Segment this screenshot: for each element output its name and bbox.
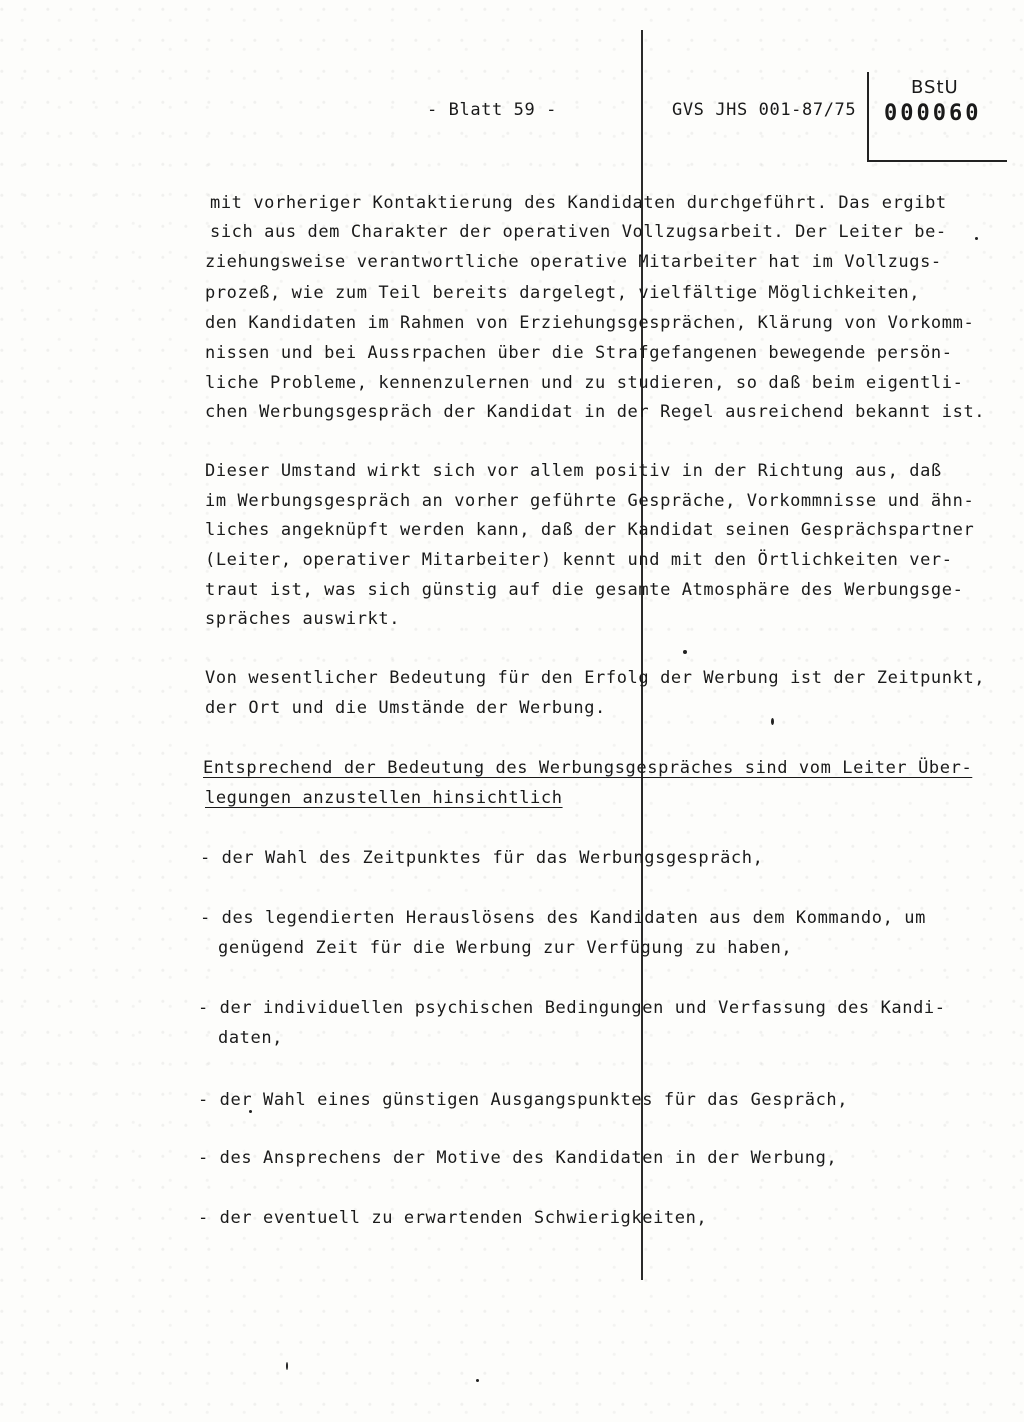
stamp-label: BStU bbox=[911, 77, 959, 98]
text-line: im Werbungsgespräch an vorher geführte Gespräche, Vorkommnisse und ähn- bbox=[205, 491, 975, 511]
list-item: - des legendierten Herauslösens des Kandidaten aus dem Kommando, um bbox=[200, 908, 926, 928]
text-line: liches angeknüpft werden kann, daß der Kandidat seinen Gesprächspartner bbox=[205, 520, 975, 540]
text-line: ziehungsweise verantwortliche operative Mitarbeiter hat im Vollzugs- bbox=[205, 252, 942, 272]
list-item: - der eventuell zu erwartenden Schwierigkeiten, bbox=[198, 1208, 708, 1228]
list-item: - der Wahl des Zeitpunktes für das Werbungsgespräch, bbox=[200, 848, 764, 868]
text-line: den Kandidaten im Rahmen von Erziehungsgesprächen, Klärung von Vorkomm- bbox=[205, 313, 975, 333]
text-line: Dieser Umstand wirkt sich vor allem positiv in der Richtung aus, daß bbox=[205, 461, 942, 481]
text-line: spräches auswirkt. bbox=[205, 609, 401, 629]
list-item-continuation: daten, bbox=[218, 1028, 284, 1048]
scan-speck bbox=[286, 1362, 288, 1370]
text-line: liche Probleme, kennenzulernen und zu studieren, so daß beim eigentli- bbox=[205, 373, 964, 393]
text-line: chen Werbungsgespräch der Kandidat in der Regel ausreichend bekannt ist. bbox=[205, 402, 986, 422]
scan-speck bbox=[975, 237, 978, 240]
scan-speck bbox=[476, 1379, 479, 1382]
scan-speck bbox=[249, 1110, 252, 1113]
list-item: - der individuellen psychischen Bedingungen und Verfassung des Kandi- bbox=[198, 998, 946, 1018]
stamp-number: 000060 bbox=[884, 101, 982, 126]
text-line: sich aus dem Charakter der operativen Vollzugsarbeit. Der Leiter be- bbox=[210, 222, 947, 242]
text-line: prozeß, wie zum Teil bereits dargelegt, vielfältige Möglichkeiten, bbox=[205, 283, 921, 303]
section-heading: legungen anzustellen hinsichtlich bbox=[205, 788, 563, 808]
text-line: traut ist, was sich günstig auf die gesamte Atmosphäre des Werbungsge- bbox=[205, 580, 964, 600]
section-heading: Entsprechend der Bedeutung des Werbungsgespräches sind vom Leiter Über- bbox=[203, 758, 973, 778]
text-line: nissen und bei Aussrpachen über die Strafgefangenen bewegende persön- bbox=[205, 343, 953, 363]
list-item: - des Ansprechens der Motive des Kandidaten in der Werbung, bbox=[198, 1148, 838, 1168]
text-line: mit vorheriger Kontaktierung des Kandidaten durchgeführt. Das ergibt bbox=[210, 193, 947, 213]
text-line: der Ort und die Umstände der Werbung. bbox=[205, 698, 606, 718]
scan-speck bbox=[683, 650, 687, 654]
text-line: Von wesentlicher Bedeutung für den Erfolg der Werbung ist der Zeitpunkt, bbox=[205, 668, 986, 688]
document-reference: GVS JHS 001-87/75 bbox=[672, 100, 857, 120]
list-item-continuation: genügend Zeit für die Werbung zur Verfügung zu haben, bbox=[218, 938, 793, 958]
list-item: - der Wahl eines günstigen Ausgangspunktes für das Gespräch, bbox=[198, 1090, 849, 1110]
page-number: - Blatt 59 - bbox=[427, 100, 558, 120]
text-line: (Leiter, operativer Mitarbeiter) kennt und mit den Örtlichkeiten ver- bbox=[205, 550, 953, 570]
scan-speck bbox=[771, 718, 774, 725]
